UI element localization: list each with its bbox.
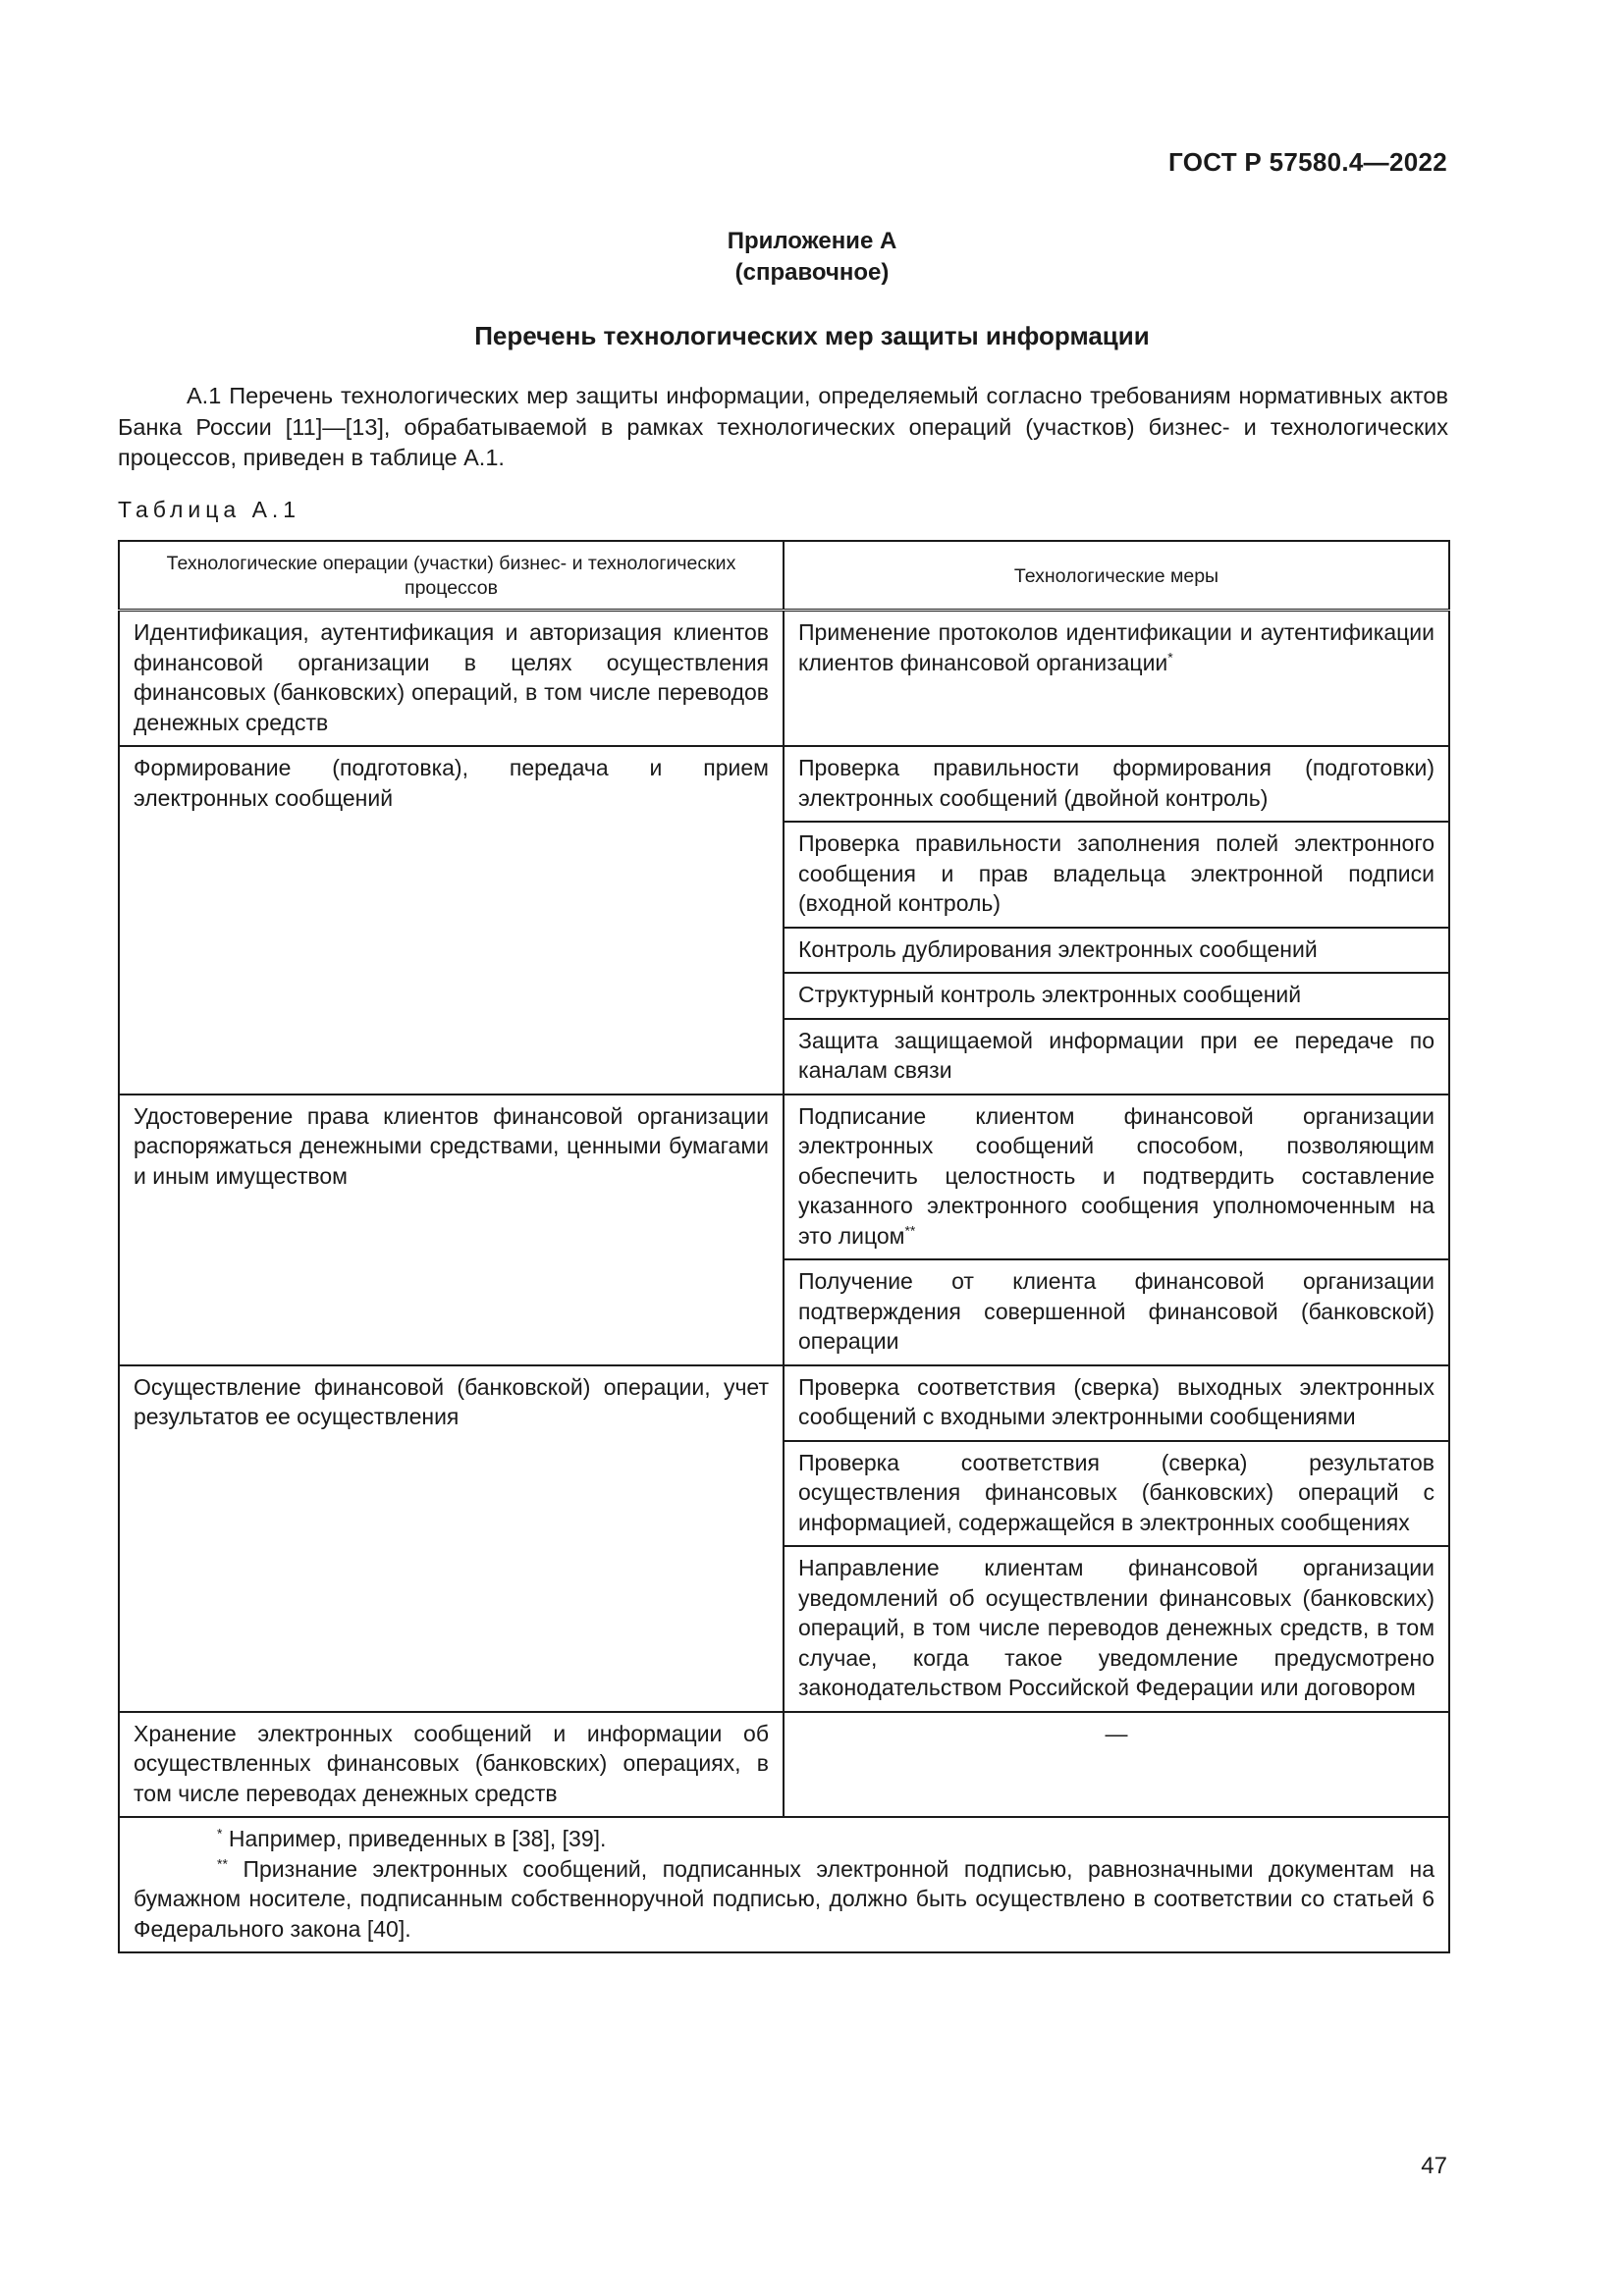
measure-cell [784,746,1449,822]
measure-cell [784,1259,1449,1365]
operation-cell: Формирование (подготовка), передача и прием электронных сообщений [119,746,784,1095]
table-body [119,611,1449,1818]
table-row [119,746,1449,822]
section-title: Перечень технологических мер защиты информации [474,321,1150,350]
header-measures: Технологические меры [784,541,1449,611]
measure-cell [784,1095,1449,1260]
table-caption: Таблица А.1 [118,497,301,522]
measure-text: Структурный контроль электронных сообщений [798,982,1302,1007]
footnote-marker: ** [904,1221,916,1238]
measure-cell [784,973,1449,1019]
measure-text: Проверка правильности заполнения полей электронного сообщения и прав владельца электронной подписи (входной контроль) [798,830,1435,916]
measure-text: — [1105,1720,1128,1746]
measure-text: Получение от клиента финансовой организации подтверждения совершенной финансовой (банковской) операции [798,1268,1435,1354]
measure-text: Применение протоколов идентификации и аутентификации клиентов финансовой организации [798,619,1435,675]
table-header-row [119,541,1449,611]
footnote-text: Например, приведенных в [38], [39]. [228,1826,607,1851]
header-operations: Технологические операции (участки) бизнес- и технологических процессов [119,541,784,611]
measure-text: Контроль дублирования электронных сообщений [798,935,1318,962]
measure-cell [784,1441,1449,1547]
footnote-mark: * [217,1825,223,1842]
measure-cell [784,611,1449,747]
measure-cell [784,1019,1449,1095]
document-code: ГОСТ Р 57580.4—2022 [1168,147,1447,177]
operation-cell: Осуществление финансовой (банковской) операции, учет результатов ее осуществления [119,1365,784,1712]
measure-text: Проверка соответствия (сверка) результатов осуществления финансовых (банковских) операций с информацией, содержащейся в электронных сообщениях [798,1449,1435,1535]
appendix-title: Приложение А [727,228,897,254]
measure-cell [784,1712,1449,1818]
table-row [119,611,1449,747]
measure-cell [784,822,1449,928]
footnote-mark: ** [217,1854,228,1871]
footnote [134,1854,1435,1945]
measure-cell [784,1546,1449,1712]
operation-cell: Удостоверение права клиентов финансовой организации распоряжаться денежными средствами, ценными бумагами и иным имуществом [119,1095,784,1365]
footnote-text: Признание электронных сообщений, подписанных электронной подписью, равнозначными документам на бумажном носителе, подписанным собственноручной подписью, должно быть осуществлено в соответствии со статьей 6 Федерального закона [40]. [134,1855,1435,1942]
measure-text: Проверка правильности формирования (подготовки) электронных сообщений (двойной контроль) [798,755,1435,811]
table-row [119,1095,1449,1260]
measure-text: Подписание клиентом финансовой организации электронных сообщений способом, позволяющим обеспечить целостность и подтвердить составление указанного электронного сообщения уполномоченным на это лицом [798,1102,1435,1249]
measures-table-wrapper [118,540,1448,1953]
intro-paragraph [118,381,1448,474]
page-number: 47 [1421,2153,1447,2179]
operation-cell: Идентификация, аутентификация и авторизация клиентов финансовой организации в целях осуществления финансовых (банковских) операций, в том числе переводов денежных средств [119,611,784,747]
table-notes-row [119,1817,1449,1952]
footnote-marker: * [1167,648,1173,665]
measure-text: Направление клиентам финансовой организации уведомлений об осуществлении финансовых (банковских) операций, в том числе переводов денежных средств, в том случае, когда такое уведомление предусмотрено законодательством Российской Федерации или договором [798,1555,1435,1700]
appendix-kind: (справочное) [734,259,890,286]
table-row [119,1712,1449,1818]
table-notes [119,1817,1449,1952]
measure-cell [784,1365,1449,1441]
table-row [119,1365,1449,1441]
footnote [134,1824,1435,1854]
measures-table [118,540,1450,1953]
measure-text: Защита защищаемой информации при ее передаче по каналам связи [798,1027,1435,1083]
measure-text: Проверка соответствия (сверка) выходных электронных сообщений с входными электронными сообщениями [798,1373,1435,1429]
measure-cell [784,928,1449,974]
intro-text: А.1 Перечень технологических мер защиты информации, определяемый согласно требованиям нормативных актов Банка России [11]—[13], обрабатываемой в рамках технологических операций (участков) бизнес- и технологических процессов, приведен в таблице А.1. [118,383,1448,470]
operation-cell: Хранение электронных сообщений и информации об осуществленных финансовых (банковских) операциях, в том числе переводах денежных средств [119,1712,784,1818]
